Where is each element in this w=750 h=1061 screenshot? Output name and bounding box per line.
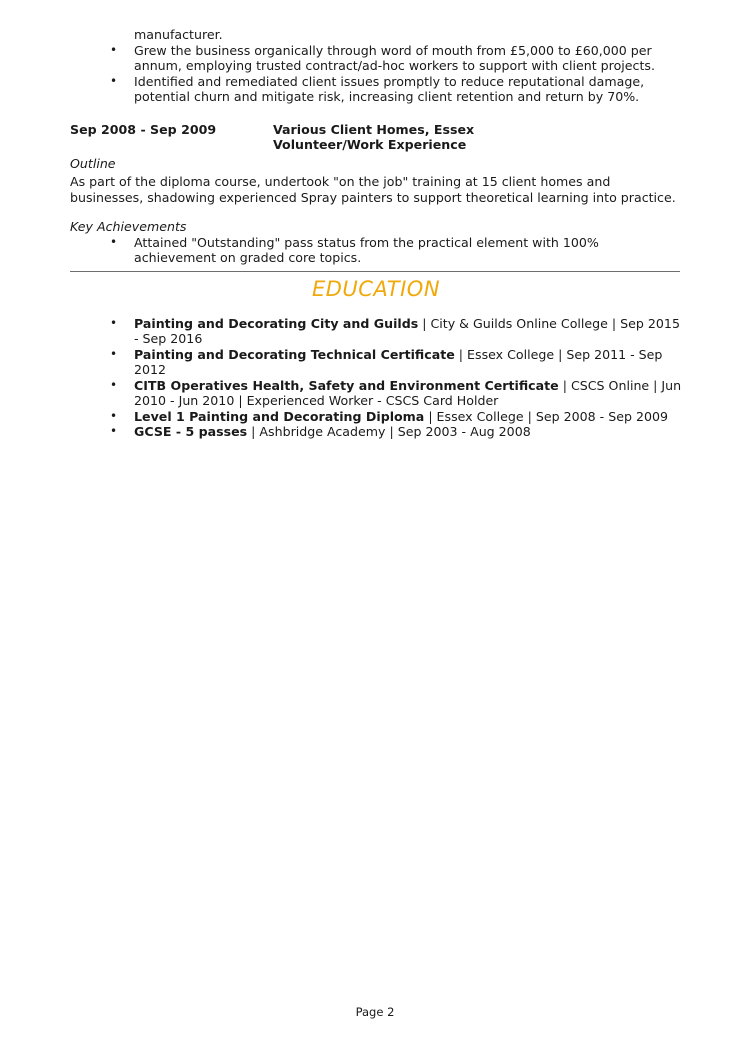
outline-label: Outline bbox=[70, 155, 116, 171]
role-dates: Sep 2008 - Sep 2009 bbox=[70, 121, 217, 137]
role-header bbox=[70, 122, 682, 153]
education-list bbox=[70, 316, 682, 440]
qualification-name: CITB Operatives Health, Safety and Environment Certificate bbox=[134, 377, 559, 393]
outline-text: As part of the diploma course, undertook "on the job" training at 15 client homes and businesses, shadowing experienced Spray painters to support theoretical learning into practice. bbox=[70, 174, 676, 205]
role-title: Volunteer/Work Experience bbox=[273, 137, 467, 152]
education-item bbox=[70, 378, 682, 409]
list-item: • Attained "Outstanding" pass status from the practical element with 100% achievement on graded core topics. bbox=[70, 235, 682, 266]
achievements-list bbox=[70, 235, 682, 266]
previous-bullet-continuation: manufacturer. bbox=[134, 27, 223, 42]
previous-role-bullets bbox=[70, 43, 682, 105]
qualification-detail: | Essex College | Sep 2008 - Sep 2009 bbox=[424, 408, 668, 424]
list-item: • Identified and remediated client issues promptly to reduce reputational damage, potential churn and mitigate risk, increasing client retention and return by 70%. bbox=[70, 74, 682, 105]
education-item bbox=[70, 347, 682, 378]
education-heading: EDUCATION bbox=[311, 276, 441, 301]
qualification-detail: | CSCS Online | Jun 2010 - Jun 2010 | Experienced Worker - CSCS Card Holder bbox=[134, 377, 682, 408]
qualification-detail: | City & Guilds Online College | Sep 2015 - Sep 2016 bbox=[134, 315, 680, 346]
education-item bbox=[70, 316, 682, 347]
qualification-name: Painting and Decorating Technical Certificate bbox=[134, 346, 455, 362]
role-employer: Various Client Homes, Essex bbox=[273, 121, 475, 137]
list-item: • Grew the business organically through word of mouth from £5,000 to £60,000 per annum, employing trusted contract/ad-hoc workers to support with client projects. bbox=[70, 43, 682, 74]
qualification-name: Level 1 Painting and Decorating Diploma bbox=[134, 408, 425, 424]
education-item bbox=[70, 409, 682, 425]
page-content bbox=[70, 27, 682, 440]
education-item bbox=[70, 424, 682, 440]
page-number: Page 2 bbox=[355, 1005, 395, 1019]
role-employer-block bbox=[273, 122, 474, 153]
qualification-detail: | Ashbridge Academy | Sep 2003 - Aug 2008 bbox=[247, 424, 531, 439]
qualification-detail: | Essex College | Sep 2011 - Sep 2012 bbox=[134, 346, 663, 377]
key-achievements-label: Key Achievements bbox=[70, 219, 187, 234]
section-divider bbox=[70, 271, 680, 272]
qualification-name: Painting and Decorating City and Guilds bbox=[134, 315, 419, 331]
qualification-name: GCSE - 5 passes bbox=[134, 424, 248, 439]
